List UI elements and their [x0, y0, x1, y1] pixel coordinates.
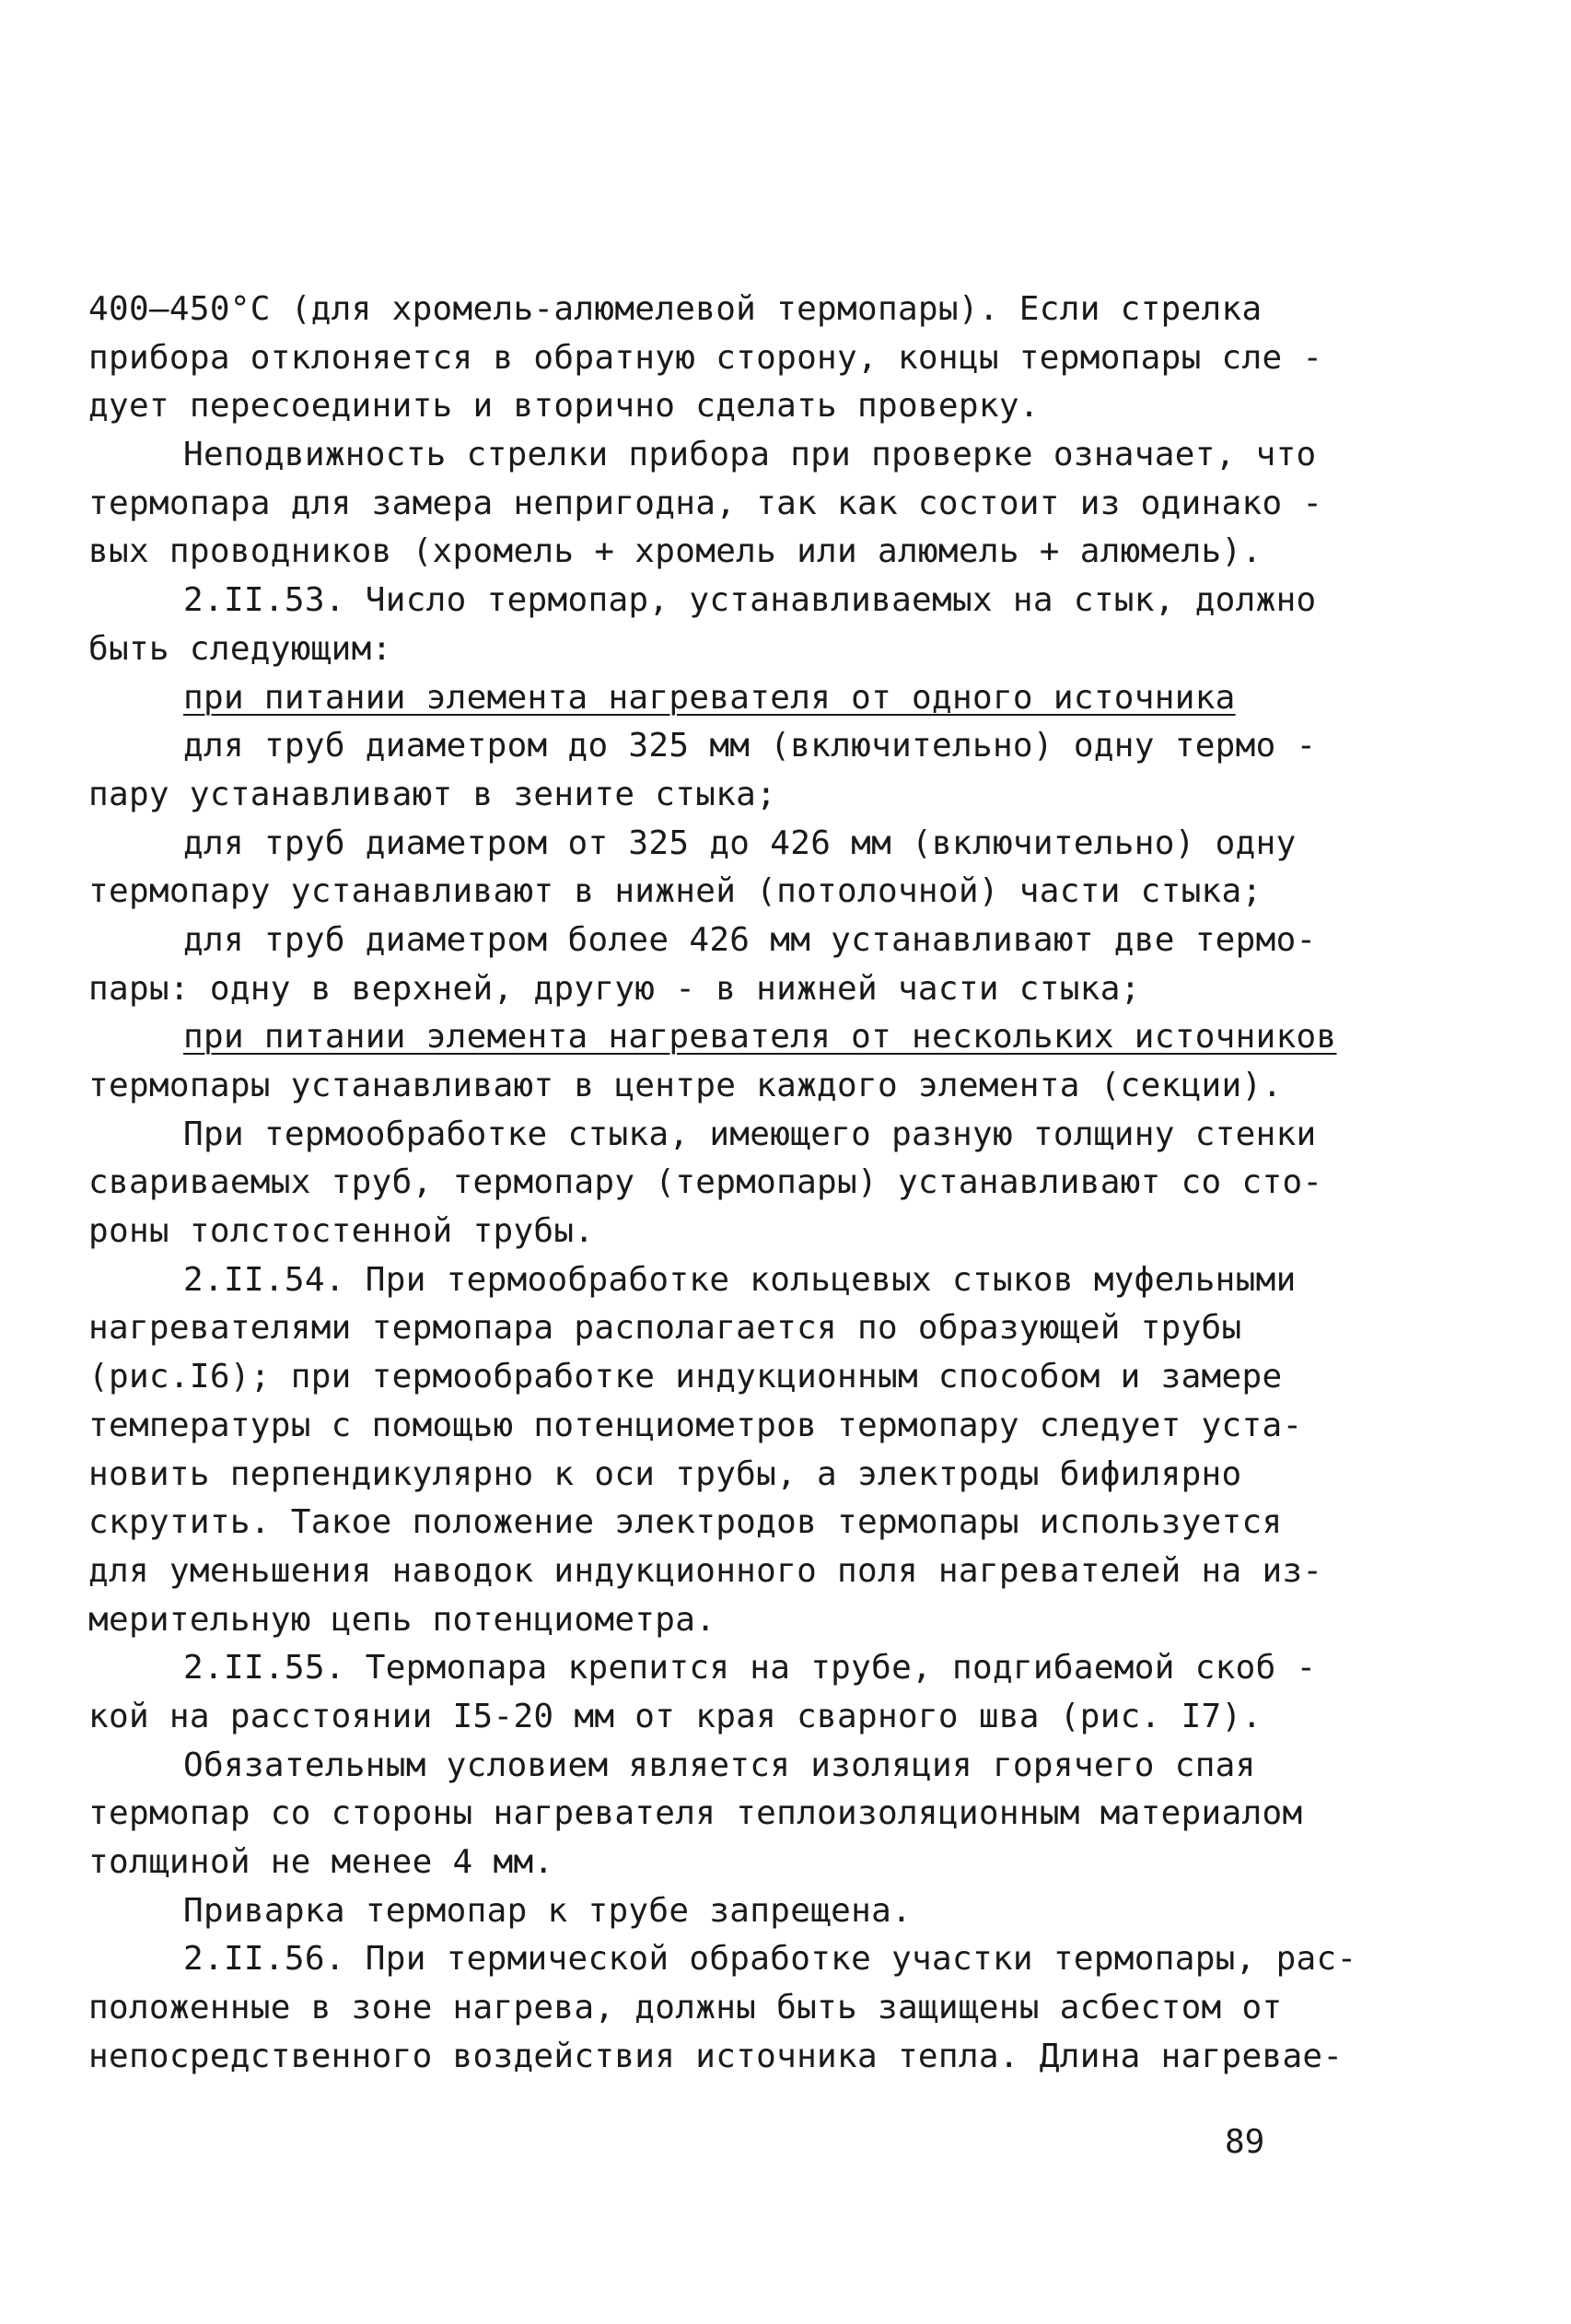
section-2-11-56-line: 2.II.56. При термической обработке участки термопары, рас- [183, 1940, 1357, 1979]
text-line: (рис.I6); при термообработке индукционным способом и замере [88, 1358, 1283, 1396]
section-2-11-55-line: 2.II.55. Термопара крепится на трубе, подгибаемой скоб - [183, 1649, 1317, 1688]
text-line: 400–450°С (для хромель-алюмелевой термопары). Если стрелка [88, 290, 1263, 328]
text-line: термопара для замера непригодна, так как состоит из одинако - [88, 484, 1323, 522]
paragraph-start-line: Обязательным условием является изоляция горячего спая [183, 1746, 1256, 1784]
text-line: скрутить. Такое положение электродов термопары используется [88, 1503, 1283, 1542]
body-text [88, 286, 1357, 2081]
paragraph-start-line: При термообработке стыка, имеющего разную толщину стенки [183, 1115, 1317, 1153]
paragraph-start-line: для труб диаметром от 325 до 426 мм (включительно) одну [183, 823, 1297, 862]
text-line: нагревателями термопара располагается по образующей трубы [88, 1309, 1242, 1348]
paragraph-start-line: Приварка термопар к трубе запрещена. [183, 1891, 913, 1930]
text-line: вых проводников (хромель + хромель или алюмель + алюмель). [88, 532, 1263, 571]
text-line: непосредственного воздействия источника тепла. Длина нагревае- [88, 2037, 1344, 2075]
paragraph-start-line: для труб диаметром более 426 мм устанавливают две термо- [183, 920, 1317, 959]
text-line: положенные в зоне нагрева, должны быть защищены асбестом от [88, 1989, 1283, 2027]
text-line: температуры с помощью потенциометров термопару следует уста- [88, 1406, 1303, 1444]
text-line: термопару устанавливают в нижней (потолочной) части стыка; [88, 872, 1263, 911]
text-line: пару устанавливают в зените стыка; [88, 775, 777, 813]
text-line: термопар со стороны нагревателя теплоизоляционным материалом [88, 1794, 1303, 1833]
subheading-line [88, 674, 1304, 723]
section-2-11-54-line: 2.II.54. При термообработке кольцевых стыков муфельными [183, 1260, 1297, 1299]
paragraph-start-line: для труб диаметром до 325 мм (включительно) одну термо - [183, 727, 1317, 765]
section-2-11-53-line: 2.II.53. Число термопар, устанавливаемых на стык, должно [183, 581, 1317, 620]
text-line: для уменьшения наводок индукционного поля нагревателей на из- [88, 1551, 1323, 1590]
text-line: пары: одну в верхней, другую - в нижней части стыка; [88, 969, 1141, 1008]
text-line: свариваемых труб, термопару (термопары) устанавливают со сто- [88, 1163, 1323, 1202]
subheading-line [88, 1013, 1337, 1062]
text-line: толщиной не менее 4 мм. [88, 1843, 554, 1881]
subheading-single-source: при питании элемента нагревателя от одного источника [183, 678, 1236, 717]
text-line: кой на расстоянии I5-20 мм от края сварного шва (рис. I7). [88, 1697, 1263, 1735]
text-line: быть следующим: [88, 629, 392, 668]
paragraph-start-line: Неподвижность стрелки прибора при проверке означает, что [183, 436, 1317, 474]
text-line: прибора отклоняется в обратную сторону, концы термопары сле - [88, 338, 1323, 377]
text-line: роны толстостенной трубы. [88, 1212, 595, 1251]
text-line: термопары устанавливают в центре каждого элемента (секции). [88, 1067, 1283, 1104]
text-line: новить перпендикулярно к оси трубы, а электроды бифилярно [88, 1454, 1242, 1493]
text-line: мерительную цепь потенциометра. [88, 1600, 716, 1639]
subheading-multiple-sources: при питании элемента нагревателя от нескольких источников [183, 1018, 1337, 1057]
text-line: дует пересоединить и вторично сделать проверку. [88, 387, 1040, 426]
page-number: 89 [1225, 2123, 1265, 2161]
